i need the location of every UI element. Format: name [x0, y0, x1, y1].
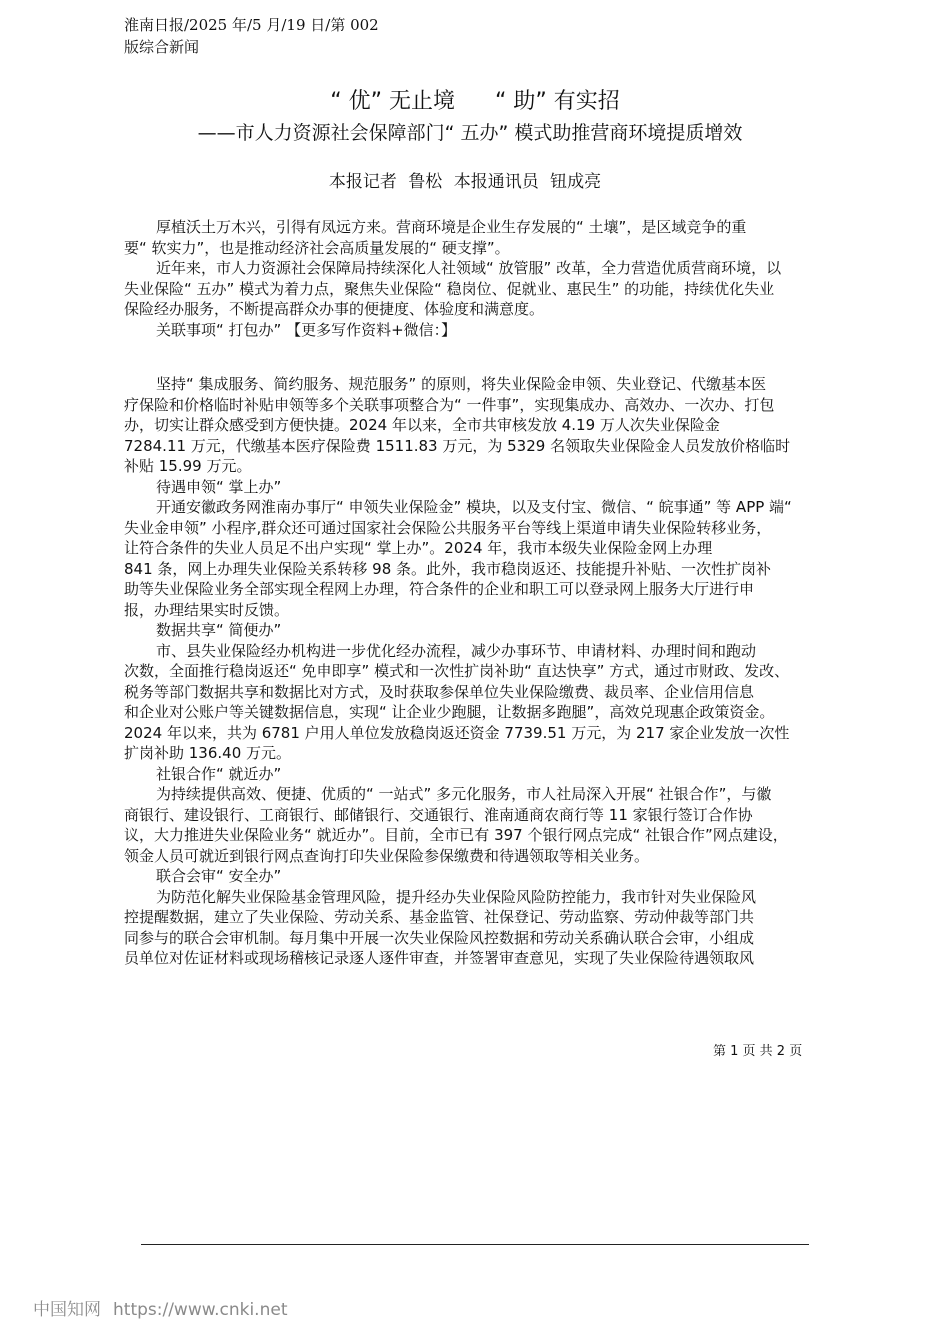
- source-line-1: 淮南日报/2025 年/5 月/19 日/第 002: [124, 16, 379, 34]
- text-line: 为持续提供高效、便捷、优质的“ 一站式” 多元化服务，市人社局深入开展“ 社银合作”，与徽: [156, 785, 772, 803]
- text-line: 和企业对公账户等关键数据信息，实现“ 让企业少跑腿，让数据多跑腿”，高效兑现惠企政策资金。: [124, 703, 775, 721]
- article-intro: [124, 217, 836, 340]
- text-line: 助等失业保险业务全部实现全程网上办理，符合条件的企业和职工可以登录网上服务大厅进行申: [124, 580, 755, 598]
- text-line: 7284.11 万元，代缴基本医疗保险费 1511.83 万元，为 5329 名领取失业保险金人员发放价格临时: [124, 436, 791, 455]
- text-line: 扩岗补助 136.40 万元。: [124, 744, 292, 762]
- text-line: 要“ 软实力”，也是推动经济社会高质量发展的“ 硬支撑”。: [124, 238, 510, 257]
- headline: [0, 84, 950, 115]
- text-line: 市、县失业保险经办机构进一步优化经办流程，减少办事环节、申请材料、办理时间和跑动: [156, 641, 757, 660]
- byline: 本报记者 鲁松 本报通讯员 钮成亮: [328, 172, 602, 192]
- text-line: 补贴 15.99 万元。: [124, 457, 252, 475]
- section-heading: 关联事项“ 打包办” 【更多写作资料+微信：】: [156, 320, 457, 339]
- text-line: 疗保险和价格临时补贴申领等多个关联事项整合为“ 一件事”，实现集成办、高效办、一次办、打包: [124, 395, 775, 414]
- text-line: 员单位对佐证材料或现场稽核记录逐人逐件审查，并签署审查意见，实现了失业保险待遇领取风: [124, 949, 755, 967]
- text-line: 开通安徽政务网淮南办事厅“ 申领失业保险金” 模块，以及支付宝、微信、“ 皖事通” 等 APP 端“: [156, 498, 792, 516]
- source-citation: [124, 14, 379, 58]
- text-line: 近年来，市人力资源社会保障局持续深化人社领域“ 放管服” 改革，全力营造优质营商环境，以: [156, 259, 782, 277]
- page-number: 第 1 页 共 2 页: [713, 1044, 803, 1059]
- footer-url[interactable]: https://www.cnki.net: [113, 1300, 288, 1320]
- section-heading: 社银合作“ 就近办”: [156, 764, 282, 783]
- text-line: 办，切实让群众感受到方便快捷。2024 年以来，全市共审核发放 4.19 万人次失业保险金: [124, 416, 720, 434]
- text-line: 失业保险“ 五办” 模式为着力点，聚焦失业保险“ 稳岗位、促就业、惠民生” 的功能，持续优化失业: [124, 279, 775, 298]
- footer-watermark: [33, 1295, 287, 1320]
- headline-subtitle: ——市人力资源社会保障部门“ 五办” 模式助推营商环境提质增效: [197, 122, 743, 144]
- text-line: 厚植沃土万木兴，引得有凤远方来。营商环境是企业生存发展的“ 土壤”，是区域竞争的重: [156, 218, 747, 236]
- text-line: 坚持“ 集成服务、简约服务、规范服务” 的原则，将失业保险金申领、失业登记、代缴基本医: [156, 375, 767, 393]
- section-heading: 数据共享“ 简便办”: [156, 621, 282, 639]
- footer-brand: 中国知网: [33, 1300, 101, 1320]
- text-line: 议，大力推进失业保险业务“ 就近办”。目前，全市已有 397 个银行网点完成“ 社银合作”网点建设，: [124, 826, 788, 844]
- text-line: 保险经办服务，不断提高群众办事的便捷度、体验度和满意度。: [124, 300, 545, 318]
- text-line: 让符合条件的失业人员足不出户实现“ 掌上办”。2024 年，我市本级失业保险金网上办理: [124, 539, 713, 557]
- text-line: 841 条，网上办理失业保险关系转移 98 条。此外，我市稳岗返还、技能提升补贴、一次性扩岗补: [124, 559, 772, 578]
- article-body: [124, 374, 836, 969]
- text-line: 领金人员可就近到银行网点查询打印失业保险参保缴费和待遇领取等相关业务。: [124, 846, 650, 865]
- text-line: 为防范化解失业保险基金管理风险，提升经办失业保险风险防控能力，我市针对失业保险风: [156, 887, 757, 906]
- text-line: 同参与的联合会审机制。每月集中开展一次失业保险风控数据和劳动关系确认联合会审，小组成: [124, 928, 755, 947]
- section-heading: 联合会审“ 安全办”: [156, 867, 282, 885]
- text-line: 控提醒数据，建立了失业保险、劳动关系、基金监管、社保登记、劳动监察、劳动仲裁等部门共: [124, 908, 755, 926]
- text-line: 商银行、建设银行、工商银行、邮储银行、交通银行、淮南通商农商行等 11 家银行签订合作协: [124, 805, 753, 824]
- headline-part-2: “ 助” 有实招: [495, 89, 620, 114]
- headline-part-1: “ 优” 无止境: [330, 89, 455, 114]
- text-line: 报，办理结果实时反馈。: [124, 600, 290, 619]
- footer-divider: [141, 1244, 809, 1245]
- text-line: 次数，全面推行稳岗返还“ 免申即享” 模式和一次性扩岗补助“ 直达快享” 方式，通过市财政、发改、: [124, 662, 790, 680]
- text-line: 2024 年以来，共为 6781 户用人单位发放稳岗返还资金 7739.51 万元，为 217 家企业发放一次性: [124, 723, 790, 742]
- text-line: 税务等部门数据共享和数据比对方式，及时获取参保单位失业保险缴费、裁员率、企业信用信息: [124, 682, 755, 701]
- section-heading: 待遇申领“ 掌上办”: [156, 477, 282, 496]
- source-line-2: 版综合新闻: [124, 38, 200, 56]
- text-line: 失业金申领” 小程序,群众还可通过国家社会保险公共服务平台等线上渠道申请失业保险转移业务，: [124, 518, 772, 537]
